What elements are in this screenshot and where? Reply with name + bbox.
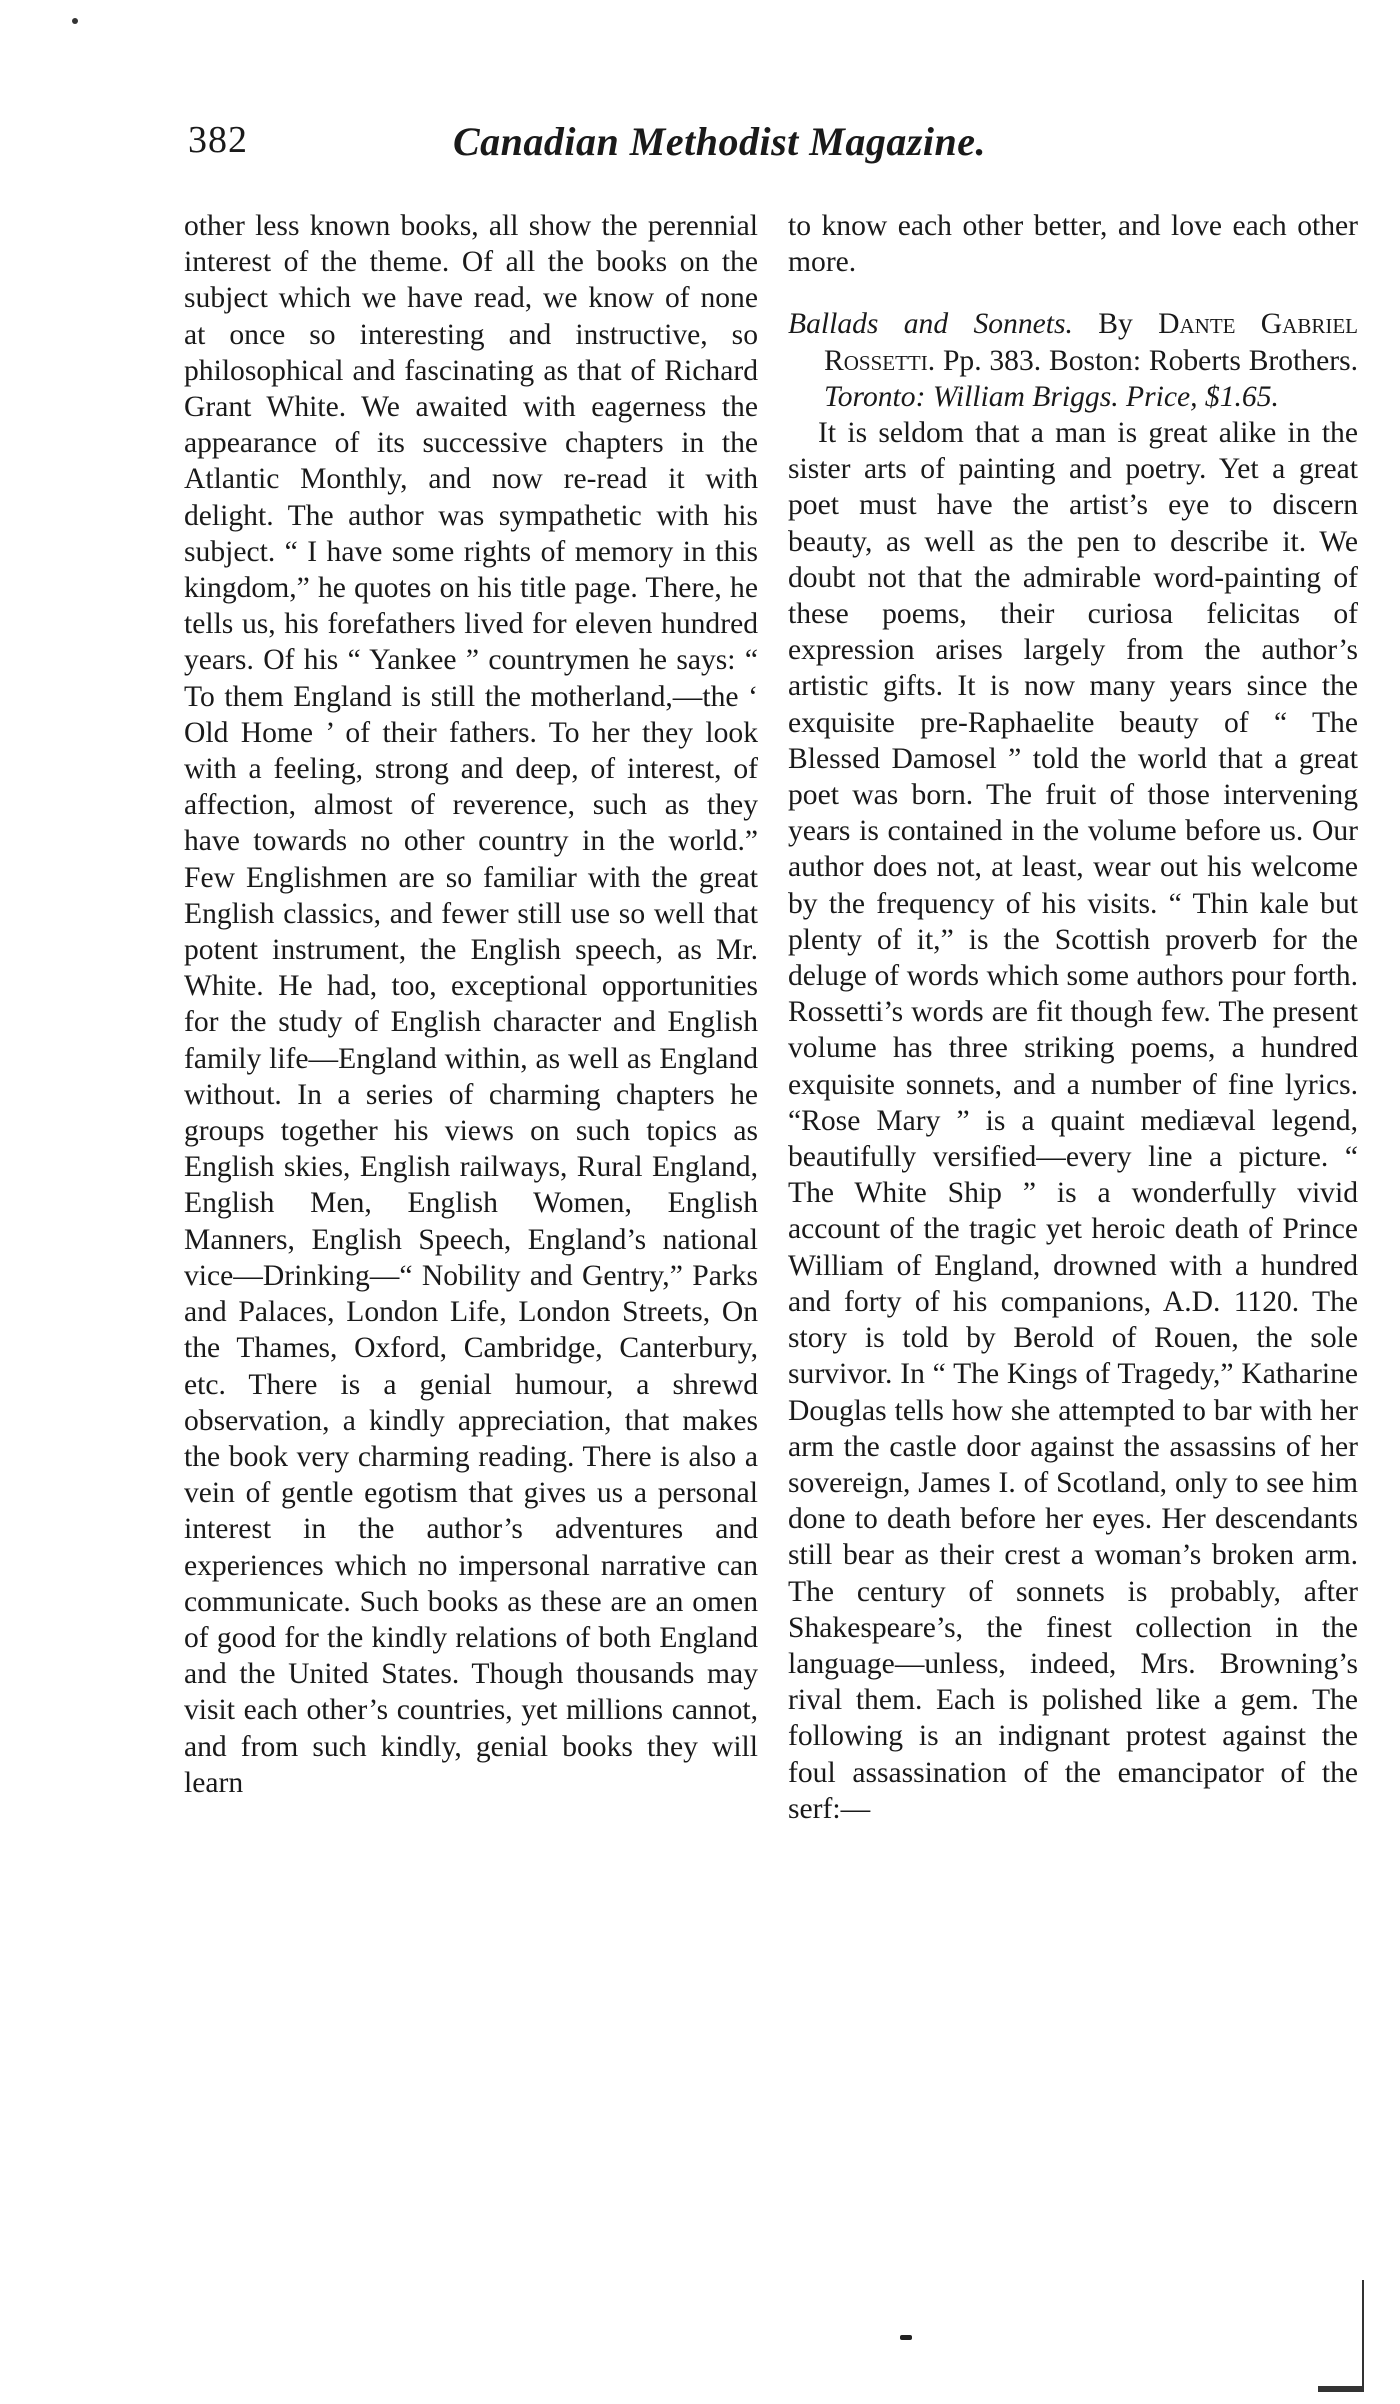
ink-speck [72, 18, 78, 24]
review-pages: Pp. 383. [942, 344, 1042, 377]
left-column-paragraph: other less known books, all show the perennial interest of the theme. Of all the books on the subject which we have read, we know of none at once so interesting and instructive, so philosophical and fascinating as that of Richard Grant White. We awaited with eagerness the appearance of its successive chapters in the Atlantic Monthly, and now re-read it with delight. The author was sympathetic with his subject. “ I have some rights of memory in this kingdom,” he quotes on his title page. There, he tells us, his forefathers lived for eleven hundred years. Of his “ Yankee ” countrymen he says: “ To them England is still the motherland,—the ‘ Old Home ’ of their fathers. To her they look with a feeling, strong and deep, of interest, of affection, almost of reverence, such as they have towards no other country in the world.” Few Englishmen are so familiar with the great English classics, and fewer still use so well that potent instrument, the English speech, as Mr. White. He had, too, exceptional opportunities for the study of English character and English family life—England within, as well as England without. In a series of charming chapters he groups together his views on such topics as English skies, English railways, Rural England, English Men, English Women, English Manners, English Speech, England’s national vice—Drinking—“ Nobility and Gentry,” Parks and Palaces, London Life, London Streets, On the Thames, Oxford, Cambridge, Canterbury, etc. There is a genial humour, a shrewd observation, a kindly appreciation, that makes the book very charming reading. There is also a vein of gentle egotism that gives us a personal interest in the author’s adventures and experiences which no impersonal narrative can communicate. Such books as these are an omen of good for the kindly relations of both England and the United States. Though thousands may visit each other’s countries, yet millions cannot, and from such kindly, genial books they will learn [184, 210, 758, 1799]
review-book-title: Ballads and Sonnets. [788, 308, 1073, 341]
review-heading [788, 306, 1358, 415]
review-toronto: Toronto: William Briggs. [824, 380, 1119, 413]
review-author: Dante Gabriel Rossetti. [824, 308, 1358, 377]
margin-rule-foot [1318, 2386, 1364, 2392]
review-body: It is seldom that a man is great alike in the sister arts of painting and poetry. Yet a great poet must have the artist’s eye to discern beauty, as well as the pen to describe it. We doubt not that the admirable word-painting of these poems, their curiosa felicitas of expression arises largely from the author’s artistic gifts. It is now many years since the exquisite pre-Raphaelite beauty of “ The Blessed Damosel ” told the world that a great poet was born. The fruit of those intervening years is contained in the volume before us. Our author does not, at least, wear out his welcome by the frequency of his visits. “ Thin kale but plenty of it,” is the Scottish proverb for the deluge of words which some authors pour forth. Rossetti’s words are fit though few. The present volume has three striking poems, a hundred exquisite sonnets, and a number of fine lyrics. “Rose Mary ” is a quaint mediæval legend, beautifully versified—every line a picture. “ The White Ship ” is a wonderfully vivid account of the tragic yet heroic death of Prince William of England, drowned with a hundred and forty of his companions, A.D. 1120. The story is told by Berold of Rouen, the sole survivor. In “ The Kings of Tragedy,” Katharine Douglas tells how she attempted to bar with her arm the castle door against the assassins of her sovereign, James I. of Scotland, only to see him done to death before her eyes. Her descendants still bear as their crest a woman’s broken arm. The century of sonnets is probably, after Shakespeare’s, the finest collection in the language—unless, indeed, Mrs. Browning’s rival them. Each is polished like a gem. The following is an indignant protest against the foul assassination of the emancipator of the serf:— [788, 417, 1358, 1825]
running-title: Canadian Methodist Magazine. [453, 119, 987, 164]
review-by: By [1098, 308, 1133, 341]
review-publisher: Boston: Roberts Brothers. [1048, 344, 1359, 377]
left-column [184, 208, 758, 1801]
page-header [188, 118, 1348, 178]
right-column [788, 208, 1358, 1827]
ink-mark [900, 2335, 912, 2340]
page-number: 382 [188, 119, 248, 161]
continuation-text: to know each other better, and love each other more. [788, 210, 1358, 279]
margin-rule [1362, 2280, 1364, 2390]
review-price: Price, $1.65. [1126, 380, 1279, 413]
